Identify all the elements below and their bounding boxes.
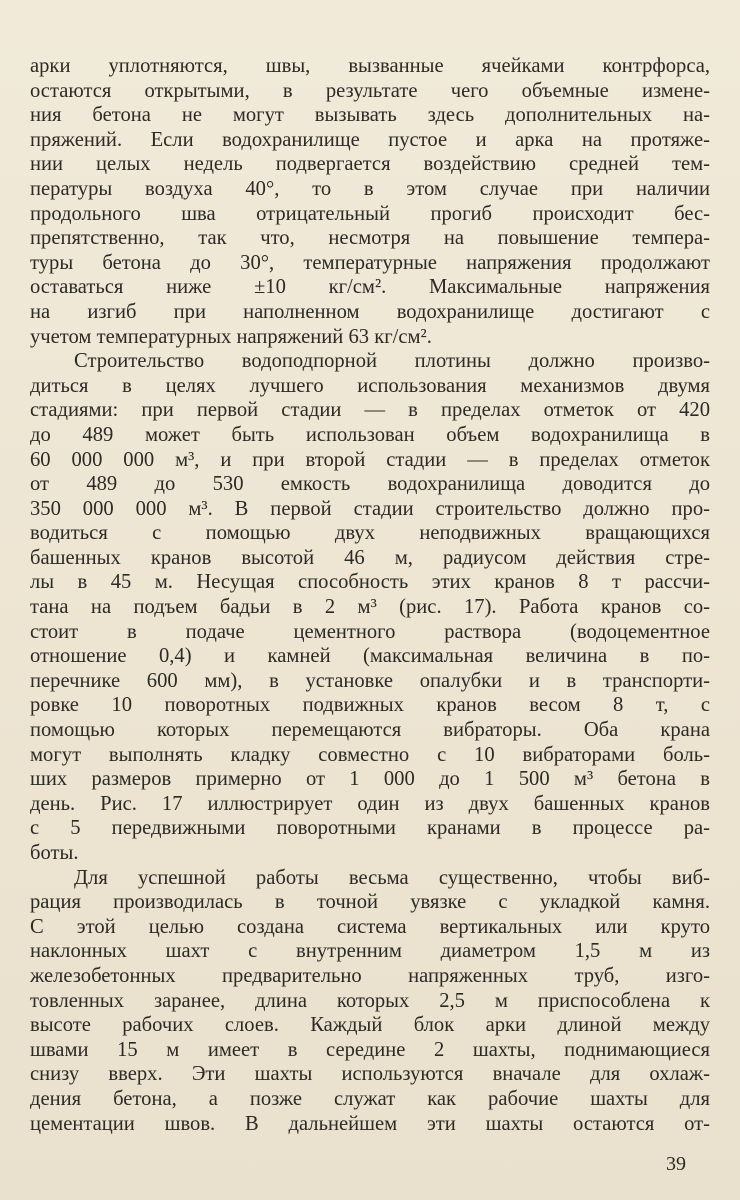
text-line: товленных заранее, длина которых 2,5 м приспособлена к — [30, 989, 710, 1012]
text-line: оставаться ниже ±10 кг/см². Максимальные напряжения — [30, 276, 710, 299]
text-line: ния бетона не могут вызывать здесь дополнительных на- — [30, 104, 710, 127]
text-line: цементации швов. В дальнейшем эти шахты остаются от- — [30, 1112, 710, 1135]
text-line: снизу вверх. Эти шахты используются вначале для охлаж- — [30, 1063, 710, 1086]
text-line: препятственно, так что, несмотря на повышение темпера- — [30, 227, 710, 250]
text-line: дения бетона, а позже служат как рабочие шахты для — [30, 1087, 710, 1110]
text-line: арки уплотняются, швы, вызванные ячейками контрфорса, — [30, 55, 710, 77]
text-line: помощью которых перемещаются вибраторы. Оба крана — [30, 719, 710, 742]
text-line: 350 000 000 м³. В первой стадии строительство должно про- — [30, 497, 710, 520]
text-line: могут выполнять кладку совместно с 10 вибраторами боль- — [30, 743, 710, 766]
paragraph-start-line: Строительство водоподпорной плотины должно произво- — [74, 350, 710, 373]
text-line: отношение 0,4) и камней (максимальная величина в по- — [30, 645, 710, 668]
page-number: 39 — [666, 1153, 686, 1175]
text-line: рация производилась в точной увязке с укладкой камня. — [30, 891, 710, 914]
text-line: учетом температурных напряжений 63 кг/см². — [30, 325, 432, 348]
text-line: ших размеров примерно от 1 000 до 1 500 м³ бетона в — [30, 768, 710, 791]
text-line: стадиями: при первой стадии — в пределах отметок от 420 — [30, 399, 710, 422]
text-line: пряжений. Если водохранилище пустое и арка на протяже- — [30, 128, 710, 151]
body-text — [30, 54, 710, 1136]
text-line: с 5 передвижными поворотными кранами в процессе ра- — [30, 817, 710, 840]
text-line: высоте рабочих слоев. Каждый блок арки длиной между — [30, 1014, 710, 1037]
text-line: башенных кранов высотой 46 м, радиусом действия стре- — [30, 546, 710, 569]
text-line: на изгиб при наполненном водохранилище достигают с — [30, 300, 710, 323]
text-line: перечнике 600 мм), в установке опалубки и в транспорти- — [30, 669, 710, 692]
text-line: стоит в подаче цементного раствора (водоцементное — [30, 620, 710, 643]
text-line: тана на подъем бадьи в 2 м³ (рис. 17). Работа кранов со- — [30, 596, 710, 619]
text-line: нии целых недель подвергается воздействию средней тем- — [30, 153, 710, 176]
text-line: боты. — [30, 842, 79, 864]
text-line: 60 000 000 м³, и при второй стадии — в пределах отметок — [30, 448, 710, 471]
text-line: день. Рис. 17 иллюстрирует один из двух башенных кранов — [30, 792, 710, 815]
text-line: остаются открытыми, в результате чего объемные измене- — [30, 79, 710, 102]
text-line: ровке 10 поворотных подвижных кранов весом 8 т, с — [30, 694, 710, 717]
text-line: железобетонных предварительно напряженных труб, изго- — [30, 964, 710, 987]
text-line: водиться с помощью двух неподвижных вращающихся — [30, 522, 710, 545]
text-line: до 489 может быть использован объем водохранилища в — [30, 423, 710, 446]
text-line: лы в 45 м. Несущая способность этих кранов 8 т рассчи- — [30, 571, 710, 594]
text-line: продольного шва отрицательный прогиб происходит бес- — [30, 202, 710, 225]
text-line: диться в целях лучшего использования механизмов двумя — [30, 374, 710, 397]
text-line: наклонных шахт с внутренним диаметром 1,5 м из — [30, 940, 710, 963]
text-line: туры бетона до 30°, температурные напряжения продолжают — [30, 251, 710, 274]
text-line: швами 15 м имеет в середине 2 шахты, поднимающиеся — [30, 1038, 710, 1061]
paragraph-start-line: Для успешной работы весьма существенно, чтобы виб- — [74, 866, 710, 889]
text-line: С этой целью создана система вертикальных или круто — [30, 915, 710, 938]
text-line: пературы воздуха 40°, то в этом случае при наличии — [30, 177, 710, 200]
text-line: от 489 до 530 емкость водохранилища доводится до — [30, 473, 710, 496]
